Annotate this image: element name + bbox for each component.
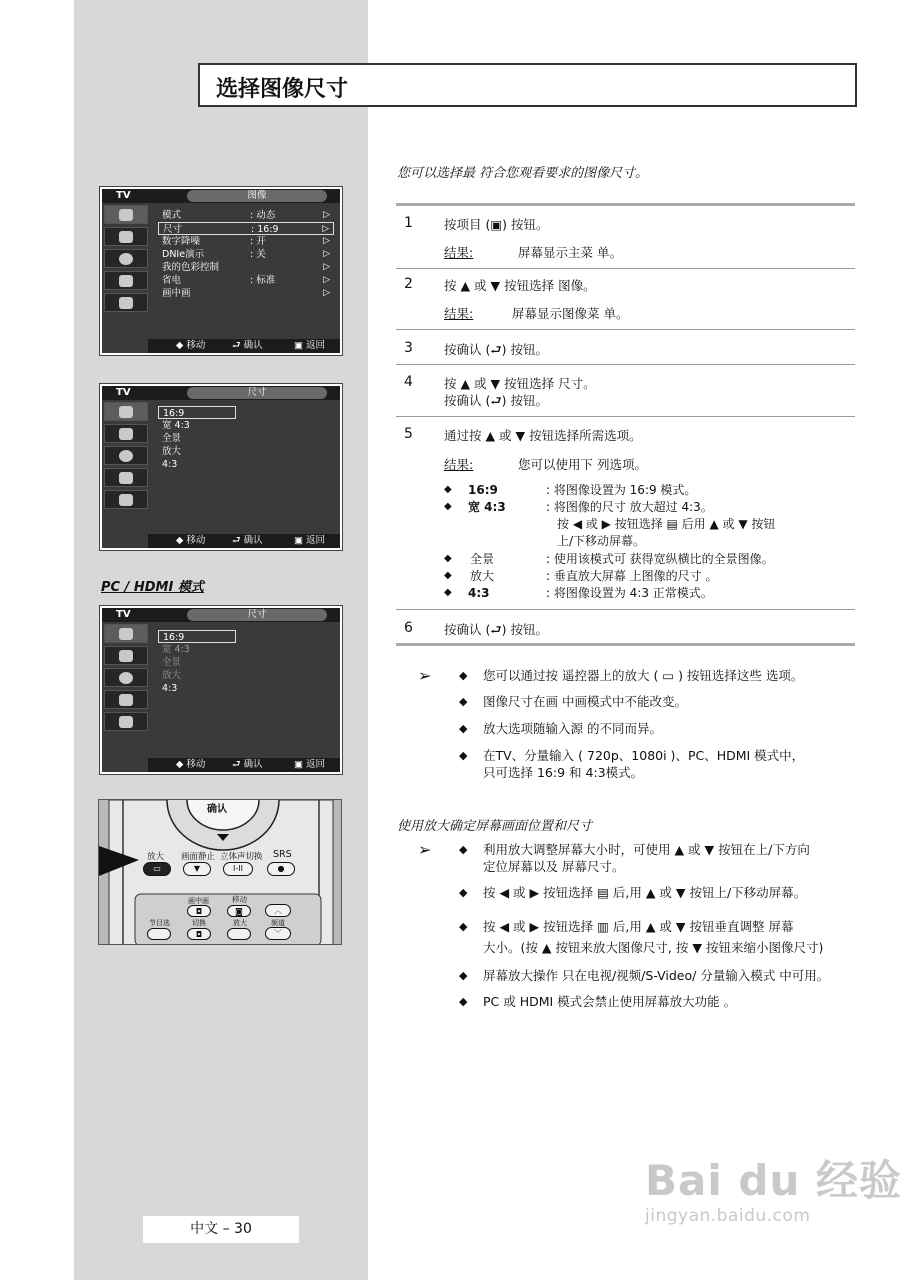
step-number: 6 — [404, 620, 413, 636]
step-text: 按 ▲ 或 ▼ 按钮选择 图像。 — [444, 278, 596, 293]
option-desc: : 将图像的尺寸 放大超过 4:3。 — [546, 500, 713, 514]
diamond-bullet: ◆ — [459, 722, 468, 735]
note-arrow-icon: ➢ — [418, 666, 432, 685]
picture-icon — [104, 646, 148, 665]
size-option-wide-4-3[interactable]: 宽 4:3 — [162, 420, 190, 431]
move-hint: ◆ 移动 — [176, 535, 206, 546]
channel-icon — [104, 690, 148, 709]
remote-prog-list-button[interactable] — [147, 928, 171, 940]
diamond-bullet: ◆ — [459, 669, 468, 682]
page-title: 选择图像尺寸 — [216, 77, 349, 102]
diamond-bullet: ◆ — [459, 749, 468, 762]
setup-icon — [104, 712, 148, 731]
step-number: 5 — [404, 426, 413, 442]
note-item: 放大选项随输入源 的不同而异。 — [483, 721, 662, 736]
channel-icon — [104, 468, 148, 487]
menu-header: 尺寸 — [187, 387, 327, 399]
return-hint: ▣ 返回 — [294, 340, 325, 351]
table-top-rule — [396, 203, 855, 206]
row-divider — [396, 364, 855, 365]
input-icon — [104, 205, 148, 224]
tv-label: TV — [116, 190, 131, 201]
size-option-zoom[interactable]: 放大 — [162, 446, 182, 457]
tv-label: TV — [116, 609, 131, 620]
option-desc-line2: 按 ◀ 或 ▶ 按钮选择 ▤ 后用 ▲ 或 ▼ 按钮 — [557, 517, 776, 531]
diamond-bullet: ◆ — [459, 843, 468, 856]
step-number: 4 — [404, 374, 413, 390]
move-hint: ◆ 移动 — [176, 759, 206, 770]
menu-header: 尺寸 — [187, 609, 327, 621]
pc-hdmi-mode-label: PC / HDMI 模式 — [101, 580, 204, 595]
enter-hint: ⮐ 确认 — [232, 535, 263, 546]
diamond-bullet: ◆ — [444, 570, 452, 581]
menu-footer — [148, 339, 340, 353]
size-option-wide-4-3: 宽 4:3 — [162, 644, 190, 655]
input-icon — [104, 402, 148, 421]
sound-icon — [104, 249, 148, 268]
size-option-panorama: 全景 — [162, 657, 182, 668]
step-number: 1 — [404, 215, 413, 231]
channel-icon — [104, 271, 148, 290]
result-label: 结果: — [444, 457, 474, 472]
option-desc-line3: 上/下移动屏幕。 — [557, 534, 646, 548]
watermark-url: jingyan.baidu.com — [645, 1206, 811, 1226]
size-option-4-3[interactable]: 4:3 — [162, 683, 178, 694]
tv-screen-size-menu — [99, 383, 343, 551]
menu-row-power[interactable]: 省电 : 标准 ▷ — [162, 275, 330, 286]
remote-still-button[interactable]: ▼ — [183, 862, 211, 876]
menu-header: 图像 — [187, 190, 327, 202]
remote-zoom2-label: 放大 — [233, 919, 247, 927]
remote-switch-label: 切换 — [192, 919, 206, 927]
remote-stereo-label: 立体声切换 — [220, 852, 263, 862]
sound-icon — [104, 668, 148, 687]
remote-enter-label: 确认 — [207, 804, 227, 815]
enter-hint: ⮐ 确认 — [232, 759, 263, 770]
size-option-16-9[interactable]: 16:9 — [158, 406, 236, 419]
result-text: 屏幕显示主菜 单。 — [518, 245, 622, 260]
diamond-bullet: ◆ — [444, 587, 452, 598]
setup-icon — [104, 293, 148, 312]
menu-row-dnr[interactable]: 数字降噪 : 开 ▷ — [162, 236, 330, 247]
baidu-watermark — [645, 1148, 902, 1226]
remote-pip-label: 画中画 — [188, 897, 209, 905]
menu-row-dnie[interactable]: DNIe演示 : 关 ▷ — [162, 249, 330, 260]
remote-ch-down-button[interactable]: ﹀ — [265, 927, 291, 940]
remote-pip-button[interactable]: ◘ — [187, 905, 211, 917]
menu-row-pip[interactable]: 画中画 ▷ — [162, 288, 330, 299]
move-hint: ◆ 移动 — [176, 340, 206, 351]
menu-icon-column — [104, 205, 148, 315]
menu-row-mode[interactable]: 模式 : 动态 ▷ — [162, 210, 330, 221]
remote-body-shape — [99, 800, 342, 945]
tv-screen-picture-menu — [99, 186, 343, 356]
remote-stereo-button[interactable]: I-II — [223, 862, 253, 876]
note-item: 屏幕放大操作 只在电视/视频/S-Video/ 分量输入模式 中可用。 — [483, 968, 830, 983]
picture-menu-list — [158, 209, 334, 300]
page-number-footer: 中文 – 30 — [143, 1216, 299, 1243]
note-item: 利用放大调整屏幕大小时，可使用 ▲ 或 ▼ 按钮在上/下方向 — [483, 842, 810, 857]
menu-footer — [148, 758, 340, 772]
row-divider — [396, 329, 855, 330]
result-label: 结果: — [444, 245, 474, 260]
remote-still-label: 画面静止 — [181, 852, 216, 862]
note-item-cont: 大小。(按 ▲ 按钮来放大图像尺寸, 按 ▼ 按钮来缩小图像尺寸) — [483, 940, 824, 955]
size-option-16-9[interactable]: 16:9 — [158, 630, 236, 643]
option-name: 4:3 — [468, 586, 490, 600]
result-text: 屏幕显示图像菜 单。 — [512, 306, 629, 321]
table-bottom-rule — [396, 643, 855, 646]
diamond-bullet: ◆ — [459, 969, 468, 982]
watermark-logo-text: Bai du 经验 — [645, 1156, 902, 1205]
remote-prog-list-label: 节目选 — [149, 919, 170, 927]
remote-channel-label: 频道 — [271, 919, 285, 927]
menu-icon-column — [104, 624, 148, 734]
step-number: 3 — [404, 340, 413, 356]
setup-icon — [104, 490, 148, 509]
option-name: 放大 — [470, 569, 495, 583]
intro-text: 您可以选择最 符合您观看要求的图像尺寸。 — [397, 166, 649, 181]
row-divider — [396, 609, 855, 610]
step-text: 通过按 ▲ 或 ▼ 按钮选择所需选项。 — [444, 428, 642, 443]
result-label: 结果: — [444, 306, 474, 321]
remote-ch-up-button[interactable]: ︿ — [265, 904, 291, 917]
menu-icon-column — [104, 402, 148, 512]
tv-label: TV — [116, 387, 131, 398]
row-divider — [396, 416, 855, 417]
picture-icon — [104, 424, 148, 443]
note-item: 按 ◀ 或 ▶ 按钮选择 ▥ 后,用 ▲ 或 ▼ 按钮垂直调整 屏幕 — [483, 919, 794, 934]
diamond-bullet: ◆ — [459, 920, 468, 933]
step-text: 按确认 (⮐) 按钮。 — [444, 342, 548, 357]
option-desc: : 将图像设置为 4:3 正常模式。 — [546, 586, 713, 600]
remote-srs-button[interactable]: ● — [267, 862, 295, 876]
size-option-4-3[interactable]: 4:3 — [162, 459, 178, 470]
size-menu-list — [158, 630, 236, 695]
step-text-2: 按确认 (⮐) 按钮。 — [444, 393, 548, 408]
option-desc: : 垂直放大屏幕 上图像的尺寸 。 — [546, 569, 718, 583]
option-name: 全景 — [470, 552, 495, 566]
remote-zoom-label: 放大 — [147, 852, 165, 862]
option-desc: : 使用该模式可 获得宽纵横比的全景图像。 — [546, 552, 774, 566]
diamond-bullet: ◆ — [444, 553, 452, 564]
option-desc: : 将图像设置为 16:9 模式。 — [546, 483, 697, 497]
step-text: 按 ▲ 或 ▼ 按钮选择 尺寸。 — [444, 376, 596, 391]
diamond-bullet: ◆ — [444, 484, 452, 495]
note-item: 按 ◀ 或 ▶ 按钮选择 ▤ 后,用 ▲ 或 ▼ 按钮上/下移动屏幕。 — [483, 885, 807, 900]
menu-row-color[interactable]: 我的色彩控制 ▷ — [162, 262, 330, 273]
note-item: PC 或 HDMI 模式会禁止使用屏幕放大功能 。 — [483, 994, 737, 1009]
size-menu-list — [158, 406, 236, 471]
size-option-panorama[interactable]: 全景 — [162, 433, 182, 444]
remote-move-button[interactable]: ◙ — [227, 905, 251, 917]
note-item: 您可以通过按 遥控器上的放大 ( ▭ ) 按钮选择这些 选项。 — [483, 668, 804, 683]
step-text: 按确认 (⮐) 按钮。 — [444, 622, 548, 637]
step-number: 2 — [404, 276, 413, 292]
return-hint: ▣ 返回 — [294, 535, 325, 546]
menu-row-size[interactable]: 尺寸 : 16:9 ▷ — [158, 222, 334, 235]
picture-icon — [104, 227, 148, 246]
sub-heading: 使用放大确定屏幕画面位置和尺寸 — [397, 819, 593, 834]
diamond-bullet: ◆ — [459, 995, 468, 1008]
note-arrow-icon: ➢ — [418, 840, 432, 859]
result-text: 您可以使用下 列选项。 — [518, 457, 647, 472]
remote-zoom2-button[interactable] — [227, 928, 251, 940]
remote-srs-label: SRS — [273, 849, 292, 860]
remote-zoom-button[interactable]: ▭ — [143, 862, 171, 876]
enter-hint: ⮐ 确认 — [232, 340, 263, 351]
diamond-bullet: ◆ — [459, 886, 468, 899]
menu-footer — [148, 534, 340, 548]
option-name: 宽 4:3 — [468, 500, 506, 514]
note-item-cont: 只可选择 16:9 和 4:3模式。 — [483, 765, 644, 780]
note-item: 在TV、分量输入 ( 720p、1080i )、PC、HDMI 模式中， — [483, 748, 805, 763]
sound-icon — [104, 446, 148, 465]
size-option-zoom: 放大 — [162, 670, 182, 681]
diamond-bullet: ◆ — [459, 695, 468, 708]
remote-switch-button[interactable]: ◘ — [187, 928, 211, 940]
tv-screen-size-menu-pc — [99, 605, 343, 775]
input-icon — [104, 624, 148, 643]
option-name: 16:9 — [468, 483, 498, 497]
page-title-box — [198, 63, 857, 107]
step-text: 按项目 (▣) 按钮。 — [444, 217, 549, 232]
remote-move-label: 移动 — [232, 895, 247, 904]
note-item-cont: 定位屏幕以及 屏幕尺寸。 — [483, 859, 625, 874]
return-hint: ▣ 返回 — [294, 759, 325, 770]
diamond-bullet: ◆ — [444, 501, 452, 512]
note-item: 图像尺寸在画 中画模式中不能改变。 — [483, 694, 687, 709]
remote-control-illustration — [98, 799, 342, 945]
row-divider — [396, 268, 855, 269]
